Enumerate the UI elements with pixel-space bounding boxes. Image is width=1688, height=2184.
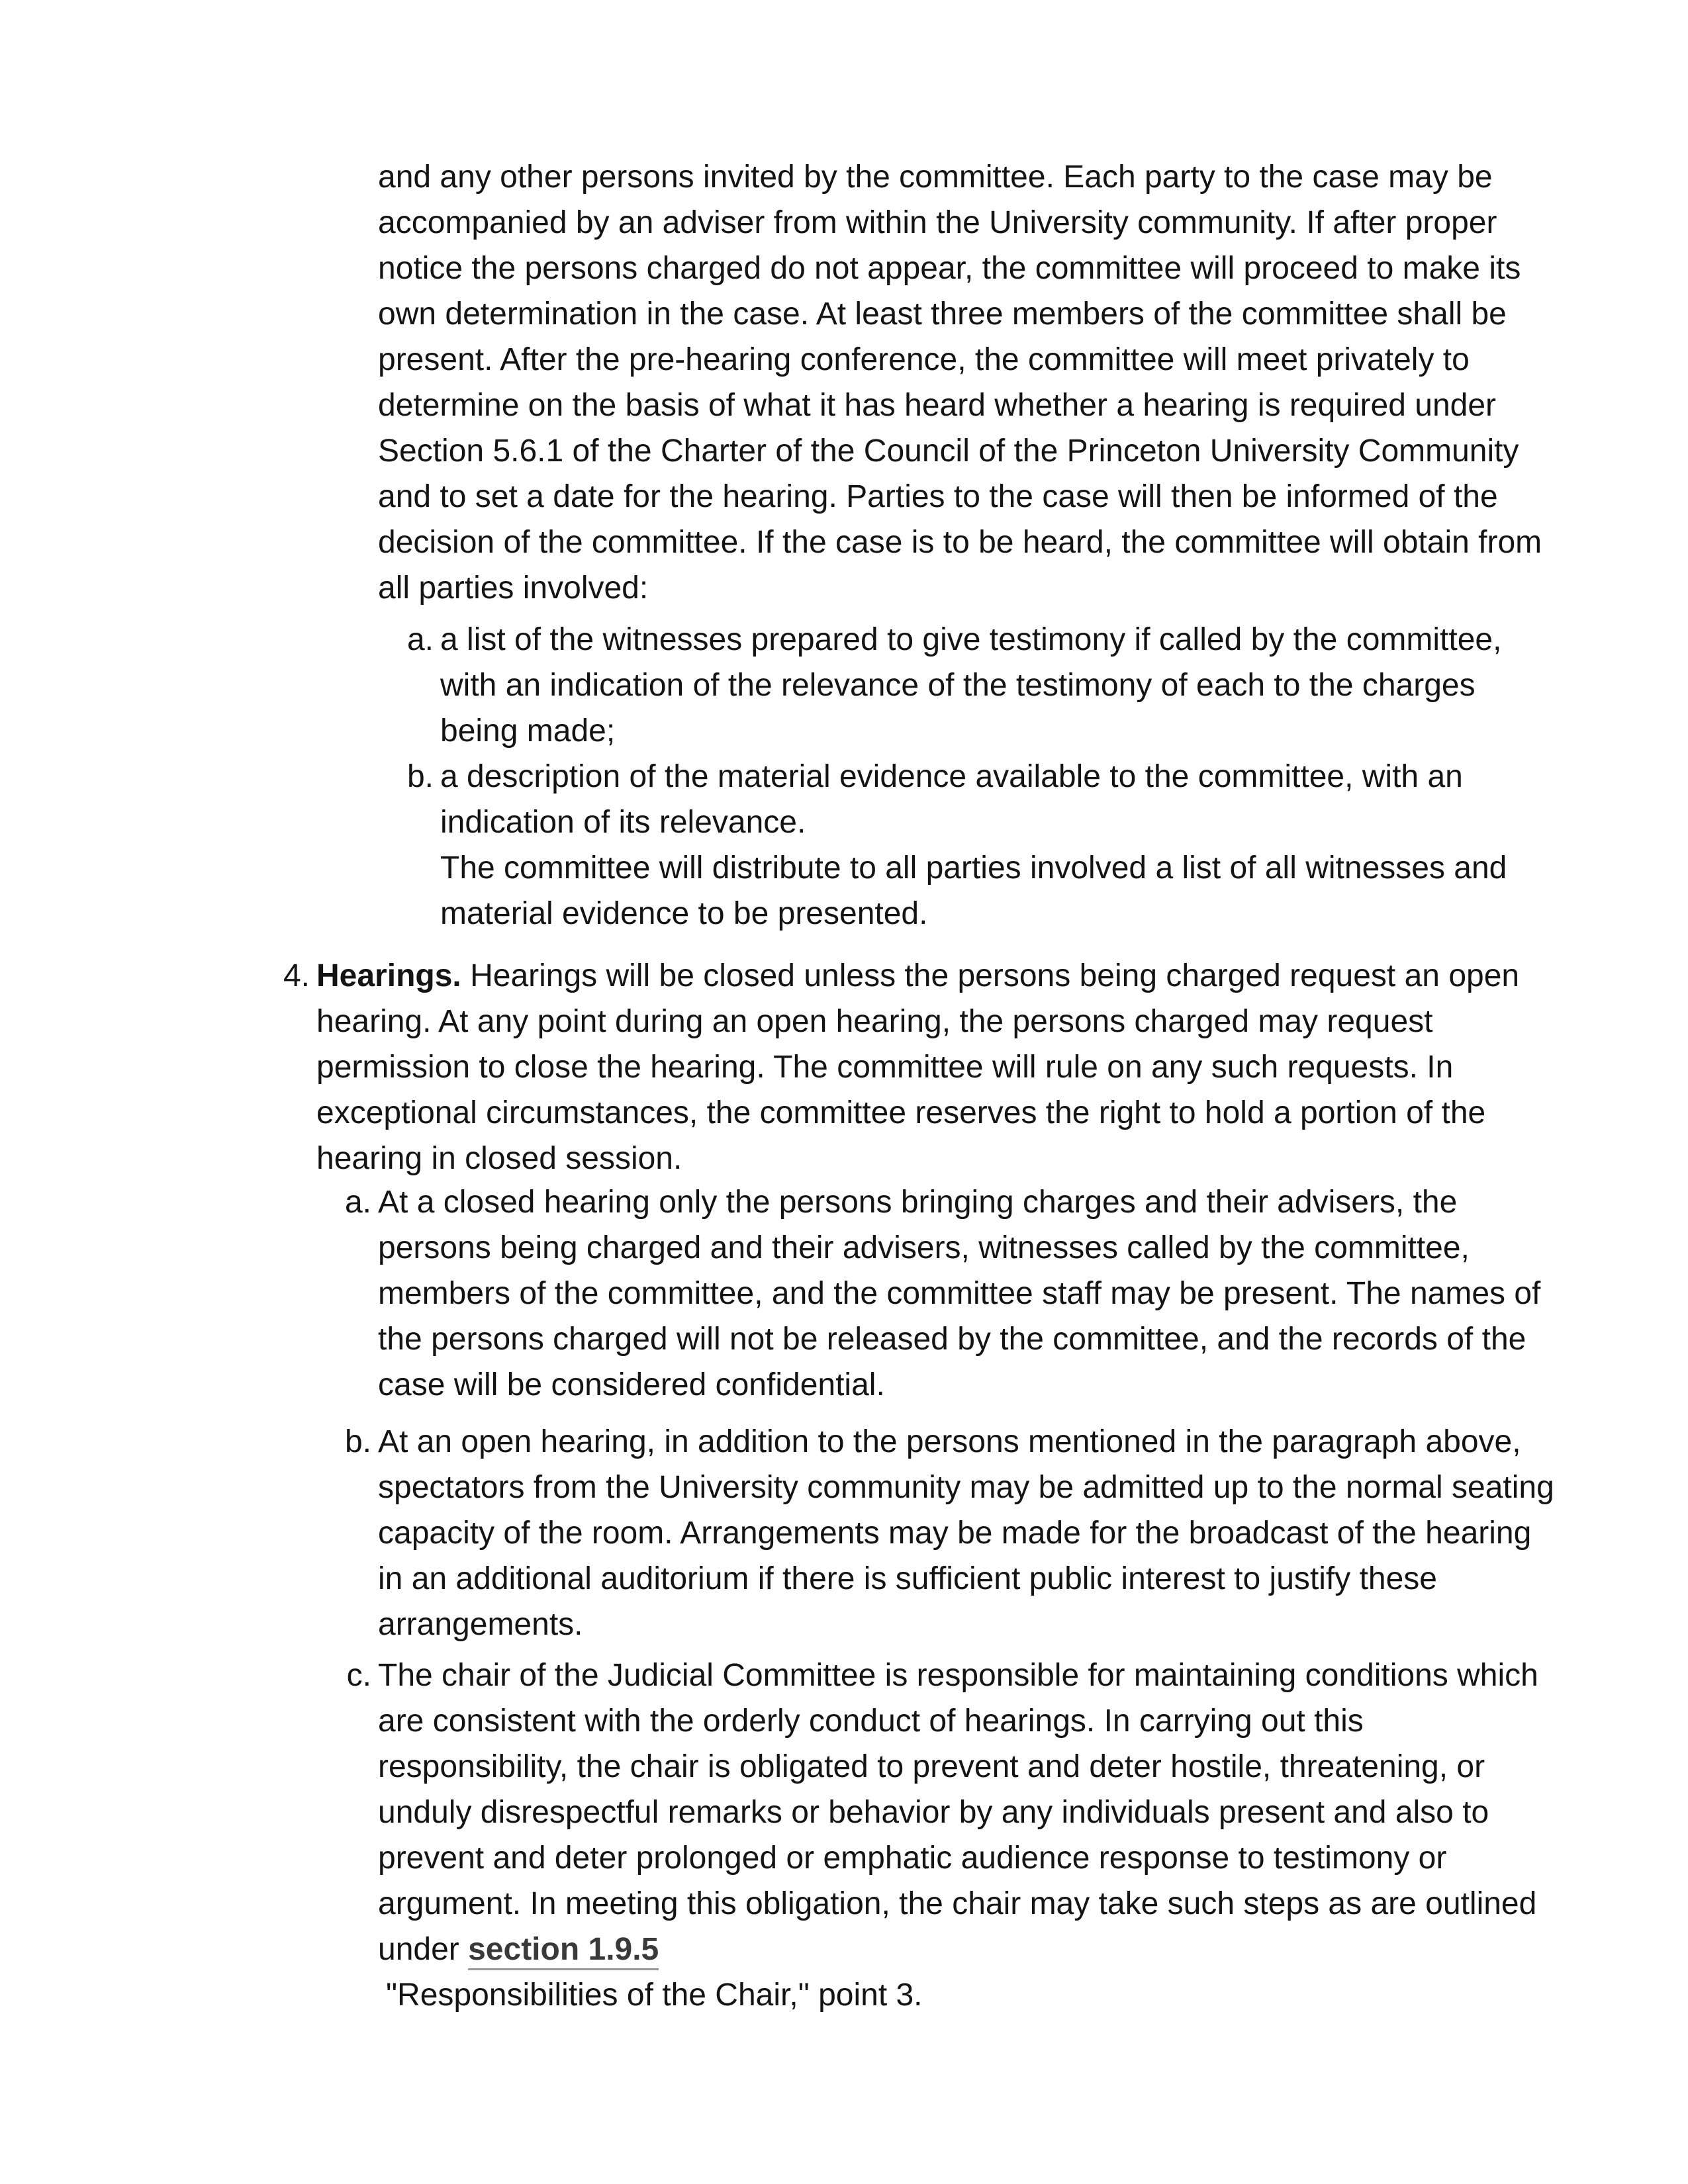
list-item-4c bbox=[346, 1653, 1556, 2018]
list-marker: c. bbox=[346, 1658, 371, 1693]
list-item-text: a list of the witnesses prepared to give testimony if called by the committee, with an indication of the relevance of the testimony of each to the charges being made; bbox=[440, 622, 1502, 749]
section-1-9-5-link[interactable]: section 1.9.5 bbox=[468, 1932, 659, 1970]
list-marker: b. bbox=[344, 1424, 371, 1459]
list-item-4 bbox=[283, 953, 1561, 1181]
list-item-3a bbox=[406, 617, 1552, 754]
hearings-heading: Hearings. bbox=[316, 958, 461, 993]
list-item-text: a description of the material evidence available to the committee, with an indication of its relevance. bbox=[440, 759, 1463, 840]
list-item-3b bbox=[406, 754, 1552, 936]
list-item-4b bbox=[344, 1419, 1556, 1647]
list-item-text: Hearings will be closed unless the persons being charged request an open hearing. At any point during an open hearing, the persons charged may request permission to close the hearing. The committee will rule on any such requests. In exceptional circumstances, the committee reserves the right to hold a portion of the hearing in closed session. bbox=[316, 958, 1520, 1176]
list-marker: a. bbox=[406, 622, 434, 657]
list-item-text: At a closed hearing only the persons bringing charges and their advisers, the persons being charged and their advisers, witnesses called by the committee, members of the committee, and the committee staff may be present. The names of the persons charged will not be released by the committee, and the records of the case will be considered confidential. bbox=[378, 1185, 1541, 1402]
list-item-text: The chair of the Judicial Committee is responsible for maintaining conditions which are consistent with the orderly conduct of hearings. In carrying out this responsibility, the chair is obligated to prevent and deter hostile, threatening, or unduly disrespectful remarks or behavior by any individuals present and also to prevent and deter prolonged or emphatic audience response to testimony or argument. In meeting this obligation, the chair may take such steps as are outlined under bbox=[378, 1658, 1538, 1967]
list-marker: b. bbox=[406, 759, 434, 794]
list-item-4a bbox=[344, 1179, 1556, 1408]
responsibilities-of-chair-text: "Responsibilities of the Chair," point 3. bbox=[386, 1978, 923, 2013]
continued-paragraph: and any other persons invited by the committee. Each party to the case may be accompanied by an adviser from within the University community. If after proper notice the persons charged do not appear, the committee will proceed to make its own determination in the case. At least three members of the committee shall be present. After the pre-hearing conference, the committee will meet privately to determine on the basis of what it has heard whether a hearing is required under Section 5.6.1 of the Charter of the Council of the Princeton University Community and to set a date for the hearing. Parties to the case will then be informed of the decision of the committee. If the case is to be heard, the committee will obtain from all parties involved: bbox=[378, 159, 1542, 606]
list-marker: a. bbox=[344, 1185, 371, 1220]
list-item-followup: The committee will distribute to all parties involved a list of all witnesses and material evidence to be presented. bbox=[440, 850, 1507, 931]
list-item-text: At an open hearing, in addition to the persons mentioned in the paragraph above, spectators from the University community may be admitted up to the normal seating capacity of the room. Arrangements may be made for the broadcast of the hearing in an additional auditorium if there is sufficient public interest to justify these arrangements. bbox=[378, 1424, 1554, 1642]
list-marker: 4. bbox=[283, 958, 310, 993]
